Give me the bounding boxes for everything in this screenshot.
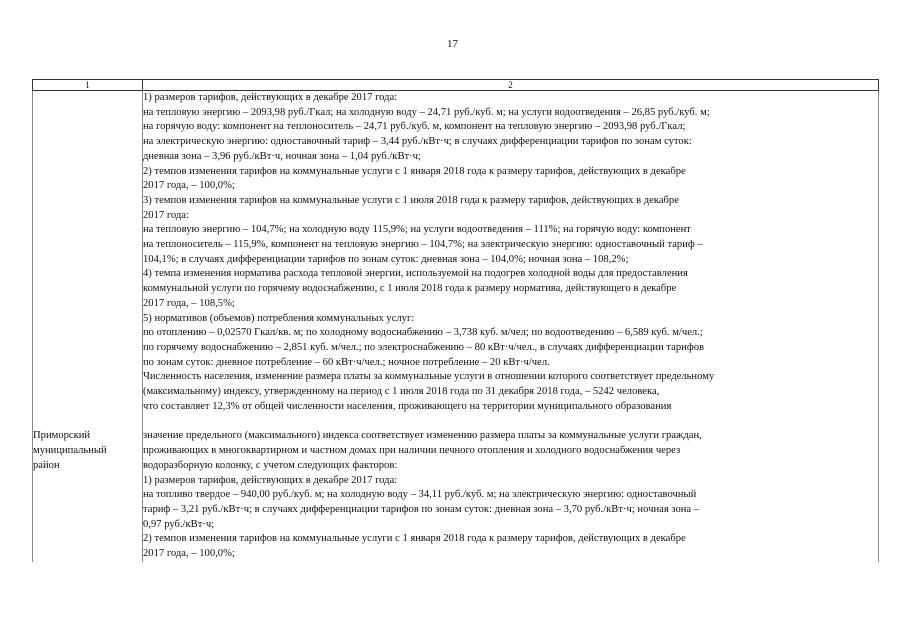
text-line: водоразборную колонку, с учетом следующих факторов:: [143, 459, 398, 471]
text-line: 2017 года, – 108,5%;: [143, 297, 235, 309]
table-row: [33, 429, 879, 561]
text-line: по зонам суток: дневное потребление – 60 кВт·ч/чел.; ночное потребление – 20 кВт·ч/чел.: [143, 356, 550, 368]
text-line: проживающих в многоквартирном и частном домах при наличии печного отопления и холодного водоснабжения через: [143, 445, 681, 457]
region-cell: [33, 429, 143, 561]
table-header-row: [33, 80, 879, 91]
text-line: 4) темпа изменения норматива расхода тепловой энергии, используемой на подогрев холодной воды для предоставления: [143, 268, 688, 280]
text-line: дневная зона – 3,96 руб./кВт·ч, ночная зона – 1,04 руб./кВт·ч;: [143, 150, 421, 162]
row-spacer: [143, 414, 878, 429]
column-header-2: 2: [143, 80, 879, 91]
text-line: по горячему водоснабжению – 2,851 куб. м/чел.; по электроснабжению – 80 кВт·ч/чел., в случаях дифференциации тарифов: [143, 341, 704, 353]
region-cell: [33, 91, 143, 430]
text-line: 5) нормативов (объемов) потребления коммунальных услуг:: [143, 312, 415, 324]
content-cell: [143, 91, 879, 430]
text-line: Численность населения, изменение размера платы за коммунальные услуги в отношении которого соответствует предельному: [143, 371, 715, 383]
text-line: на электрическую энергию: одноставочный тариф – 3,44 руб./кВт·ч; в случаях дифференциации тарифов по зонам суток:: [143, 136, 692, 148]
text-line: 0,97 руб./кВт·ч;: [143, 518, 215, 530]
text-line: тариф – 3,21 руб./кВт·ч; в случаях дифференциации тарифов по зонам суток: дневная зона – 3,70 руб./кВт·ч; ночная зона –: [143, 503, 700, 515]
text-line: значение предельного (максимального) индекса соответствует изменению размера платы за коммунальные услуги граждан,: [143, 430, 702, 442]
text-line: на тепловую энергию – 2093,98 руб./Гкал; на холодную воду – 24,71 руб./куб. м; на услуги водоотведения – 26,85 руб./куб. м;: [143, 106, 710, 118]
region-name-line: район: [33, 459, 60, 471]
tariff-table: [32, 79, 879, 562]
text-line: 2) темпов изменения тарифов на коммунальные услуги с 1 января 2018 года к размеру тарифов, действующих в декабре: [143, 165, 686, 177]
text-line: на горячую воду: компонент на теплоноситель – 24,71 руб./куб. м, компонент на тепловую энергию – 2093,98 руб./Гкал;: [143, 121, 686, 133]
text-line: 2) темпов изменения тарифов на коммунальные услуги с 1 января 2018 года к размеру тарифов, действующих в декабре: [143, 533, 686, 545]
text-line: что составляет 12,3% от общей численности населения, проживающего на территории муниципального образования: [143, 400, 672, 412]
region-name-line: муниципальный: [33, 445, 107, 457]
content-cell: [143, 429, 879, 561]
text-line: 104,1%; в случаях дифференциации тарифов по зонам суток: дневная зона – 104,0%; ночная зона – 108,2%;: [143, 253, 629, 265]
table-row: [33, 91, 879, 430]
text-line: 2017 года, – 100,0%;: [143, 548, 235, 560]
text-line: на топливо твердое – 940,00 руб./куб. м; на холодную воду – 34,11 руб./куб. м; на электрическую энергию: одноставочный: [143, 489, 697, 501]
text-line: 3) темпов изменения тарифов на коммунальные услуги с 1 июля 2018 года к размеру тарифов, действующих в декабре: [143, 194, 679, 206]
text-line: на тепловую энергию – 104,7%; на холодную воду 115,9%; на услуги водоотведения – 111%; на горячую воду: компонент: [143, 224, 691, 236]
text-line: коммунальной услуги по горячему водоснабжению, с 1 июля 2018 года к размеру норматива, действующего в декабре: [143, 283, 677, 295]
region-name-line: Приморский: [33, 430, 91, 442]
text-line: (максимальному) индексу, утвержденному на период с 1 июля 2018 года по 31 декабря 2018 года, – 5242 человека,: [143, 386, 660, 398]
text-line: на теплоноситель – 115,9%, компонент на тепловую энергию – 104,7%; на электрическую энергию: одноставочный тариф –: [143, 239, 703, 251]
page-number: 17: [447, 38, 458, 50]
text-line: 1) размеров тарифов, действующих в декабре 2017 года:: [143, 92, 398, 103]
text-line: 2017 года:: [143, 209, 189, 221]
text-line: 1) размеров тарифов, действующих в декабре 2017 года:: [143, 474, 398, 486]
column-header-1: 1: [33, 80, 143, 91]
text-line: 2017 года, – 100,0%;: [143, 180, 235, 192]
text-line: по отоплению – 0,02570 Гкал/кв. м; по холодному водоснабжению – 3,738 куб. м/чел; по водоотведению – 6,589 куб. м/чел.;: [143, 327, 703, 339]
